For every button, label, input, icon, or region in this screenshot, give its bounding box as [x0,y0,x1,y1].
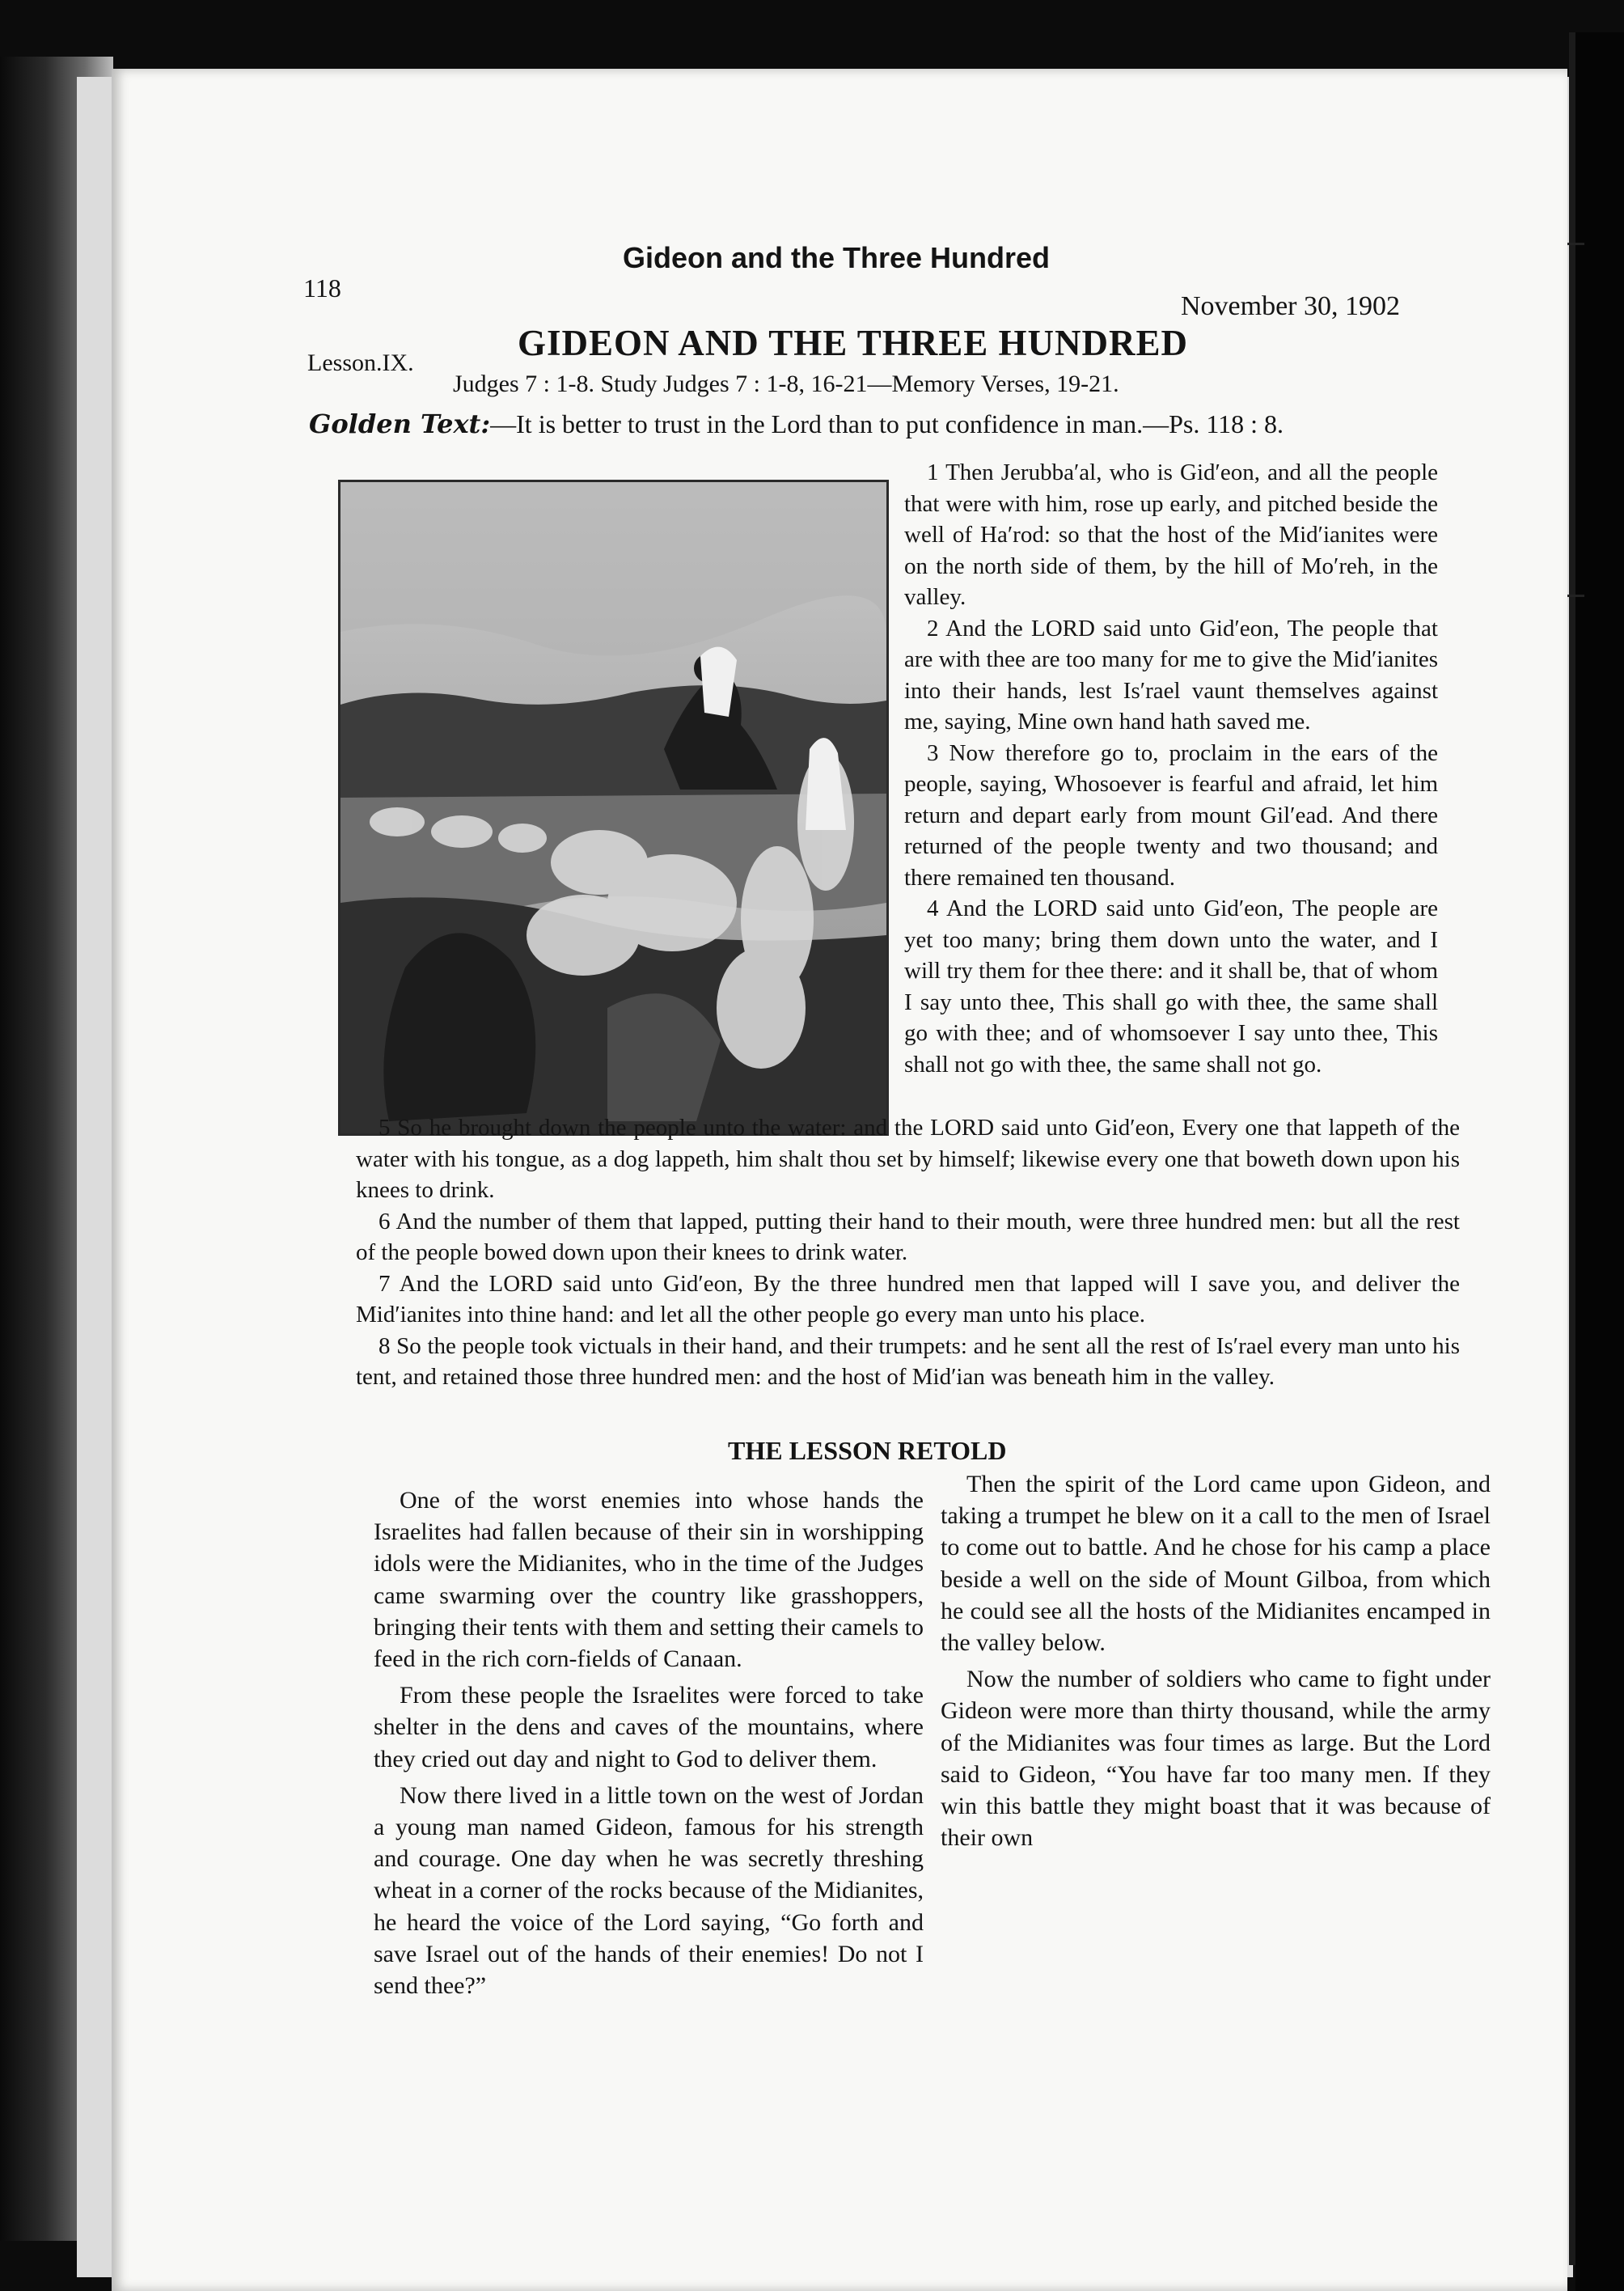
running-title: Gideon and the Three Hundred [623,241,1051,274]
golden-text-label: Golden Text: [309,409,491,439]
golden-text-body: —It is better to trust in the Lord than to put confidence in man.—Ps. 118 : 8. [490,409,1284,438]
verse-8: 8 So the people took victuals in their hand, and their trumpets: and he sent all the rest of Is′rael every man unto his tent, and retained those three hundred men: and the host of Mid′ian was beneath him in the valley. [356,1332,1460,1390]
scripture-reference: Judges 7 : 1-8. Study Judges 7 : 1-8, 16-21—Memory Verses, 19-21. [453,371,1119,397]
retold-paragraph-1: One of the worst enemies into whose hands the Israelites had fallen because of their sin in worshipping idols were the Midianites, who in the time of the Judges came swarming over the country like grasshoppers, bringing their tents with them and setting their camels to feed in the rich corn-fields of Canaan. [374,1487,924,1673]
retold-paragraph-4: Then the spirit of the Lord came upon Gideon, and taking a trumpet he blew on it a call to the men of Israel to come out to battle. And he chose for his camp a place beside a well on the side of Mount Gilboa, from which he could see all the hosts of the Midianites encamped in the valley below. [941,1471,1491,1657]
verses-full-width [356,1112,1460,1393]
illustration-drawing [340,482,886,1133]
verse-7: 7 And the LORD said unto Gid′eon, By the three hundred men that lapped will I save you, and deliver the Mid′ianites into thine hand: and let all the other people go every man unto his place. [356,1270,1460,1328]
lesson-title: GIDEON AND THE THREE HUNDRED [518,323,1188,363]
golden-text [309,404,1425,443]
retold-left-column [374,1484,924,2006]
retold-heading: THE LESSON RETOLD [728,1436,1007,1465]
page-number: 118 [303,273,341,303]
retold-paragraph-2: From these people the Israelites were forced to take shelter in the dens and caves of the mountains, where they cried out day and night to God to deliver them. [374,1682,924,1772]
lesson-date: November 30, 1902 [1181,291,1401,321]
right-scan-border [1569,32,1575,2265]
verse-1: 1 Then Jerubba′al, who is Gid′eon, and all the people that were with him, rose up early, and pitched beside the well of Ha′rod: so that the host of the Mid′ianites were on the north side of them, by the hill of Mo′reh, in the valley. [904,459,1438,610]
lesson-number: Lesson.IX. [307,349,414,376]
lesson-illustration [338,480,889,1136]
retold-paragraph-3: Now there lived in a little town on the west of Jordan a young man named Gideon, famous for his strength and courage. One day when he was secretly threshing wheat in a corner of the rocks because of the Midianites, he heard the voice of the Lord saying, “Go forth and save Israel out of the hands of their enemies! Do not I send thee?” [374,1781,924,2000]
verse-5: 5 So he brought down the people unto the water: and the LORD said unto Gid′eon, Every one that lappeth of the water with his tongue, as a dog lappeth, him shalt thou set by himself; likewise every one that boweth down upon his knees to drink. [356,1115,1460,1203]
verse-4: 4 And the LORD said unto Gid′eon, The people are yet too many; bring them down unto the water, and I will try them for thee there: and it shall be, that of whom I say unto thee, This shall go with thee, the same shall go with thee; and of whomsoever I say unto thee, This shall not go with thee, the same shall not go. [904,896,1438,1078]
verses-right-column [904,457,1438,1080]
verse-2: 2 And the LORD said unto Gid′eon, The people that are with thee are too many for me to give the Mid′ianites into their hands, lest Is′rael vaunt themselves against me, saying, Mine own hand hath saved me. [904,615,1438,735]
verse-6: 6 And the number of them that lapped, putting their hand to their mouth, were three hundred men: but all the rest of the people bowed down upon their knees to drink water. [356,1208,1460,1265]
right-scan-edge [1575,32,1624,2291]
verse-3: 3 Now therefore go to, proclaim in the ears of the people, saying, Whosoever is fearful and afraid, let him return and depart early from mount Gil′ead. And there returned of the people twenty and two thousand; and there remained ten thousand. [904,739,1438,891]
retold-paragraph-5: Now the number of soldiers who came to fight under Gideon were more than thirty thousand, while the army of the Midianites was four times as large. But the Lord said to Gideon, “You have far too many men. If they win this battle they might boast that it was because of their own [941,1666,1491,1852]
retold-right-column [941,1468,1491,1858]
